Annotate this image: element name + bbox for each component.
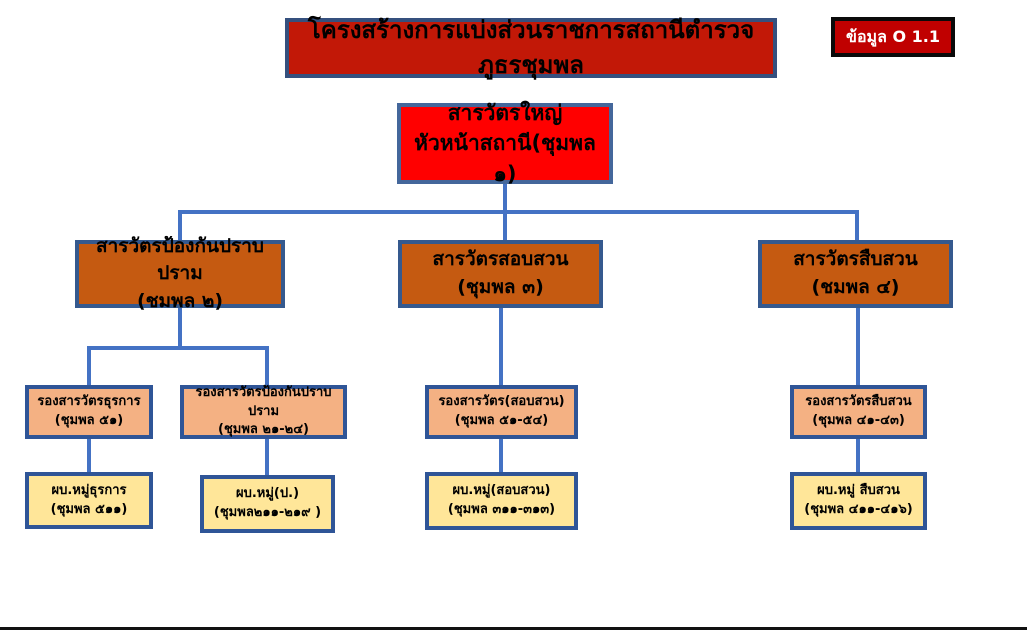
node-deputy-inspector-admin	[25, 385, 153, 439]
node-title: ผบ.หมู่(ป.)	[235, 486, 300, 502]
connector-level2-bus	[178, 210, 859, 214]
chart-title: โครงสร้างการแบ่งส่วนราชการสถานีตำรวจภูธรชุมพล	[307, 16, 755, 79]
node-title: สารวัตรสอบสวน	[432, 248, 569, 271]
connector-mid3-drop	[856, 308, 860, 385]
node-title: รองสารวัตรสืบสวน	[805, 394, 912, 410]
chart-title-banner	[285, 18, 777, 78]
node-title: ผบ.หมู่(สอบสวน)	[452, 483, 551, 499]
node-unit: (ชมพล ๒)	[136, 289, 224, 312]
node-unit: (ชุมพล ๓)	[457, 276, 544, 298]
node-title: รองสารวัตรป้องกันปราบปราม	[195, 384, 332, 419]
connector-level2-drop-right	[855, 210, 859, 240]
node-deputy-inspector-inquiry	[425, 385, 578, 439]
node-squad-leader-inquiry	[425, 472, 578, 530]
info-badge	[831, 17, 955, 57]
node-unit: (ชมพล ๔)	[811, 276, 900, 298]
node-title: สารวัตรสืบสวน	[793, 248, 918, 271]
connector-sub2-drop	[265, 439, 269, 475]
node-unit: (ชุมพล ๔๑๑-๔๑๖)	[804, 502, 913, 517]
connector-mid2-drop	[499, 308, 503, 385]
node-unit: (ชุมพล ๒๑-๒๔)	[218, 422, 309, 438]
node-title: รองสารวัตรธุรการ	[37, 394, 141, 410]
connector-mid1-drop-left	[87, 346, 91, 385]
node-squad-leader-patrol	[200, 475, 335, 533]
node-squad-leader-admin	[25, 472, 153, 529]
node-title: สารวัตรป้องกันปราบปราม	[96, 234, 264, 285]
node-deputy-inspector-prevention-suppression	[180, 385, 347, 439]
node-unit: (ชุมพล ๓๑๑-๓๑๓)	[447, 502, 556, 517]
connector-sub4-drop	[856, 439, 860, 472]
connector-mid1-bus	[87, 346, 269, 350]
node-unit: (ชุมพล ๕๑)	[54, 413, 124, 428]
node-chief-inspector	[397, 100, 613, 186]
connector-mid1-drop-right	[265, 346, 269, 385]
node-unit: (ชุมพล ๕๑-๕๔)	[454, 413, 549, 428]
node-unit: หัวหน้าสถานี(ชุมพล ๑)	[414, 131, 596, 186]
info-badge-label: ข้อมูล O 1.1	[846, 27, 940, 47]
node-title: ผบ.หมู่ธุรการ	[51, 482, 127, 498]
node-title: สารวัตรใหญ่	[447, 100, 563, 125]
node-title: ผบ.หมู่ สืบสวน	[817, 483, 900, 499]
node-unit: (ชุมพล๒๑๑-๒๑๙ )	[213, 505, 322, 520]
node-squad-leader-investigation	[790, 472, 927, 530]
node-deputy-inspector-investigation	[790, 385, 927, 439]
connector-sub3-drop	[499, 439, 503, 472]
node-title: รองสารวัตร(สอบสวน)	[438, 394, 565, 410]
node-unit: (ชุมพล ๔๑-๔๓)	[812, 413, 905, 428]
node-inspector-inquiry	[398, 240, 603, 308]
connector-level2-drop-mid	[503, 214, 507, 240]
node-inspector-prevention-suppression	[75, 234, 285, 312]
node-unit: (ชุมพล ๕๑๑)	[50, 501, 128, 517]
connector-sub1-drop	[87, 439, 91, 472]
node-inspector-investigation	[758, 240, 953, 308]
